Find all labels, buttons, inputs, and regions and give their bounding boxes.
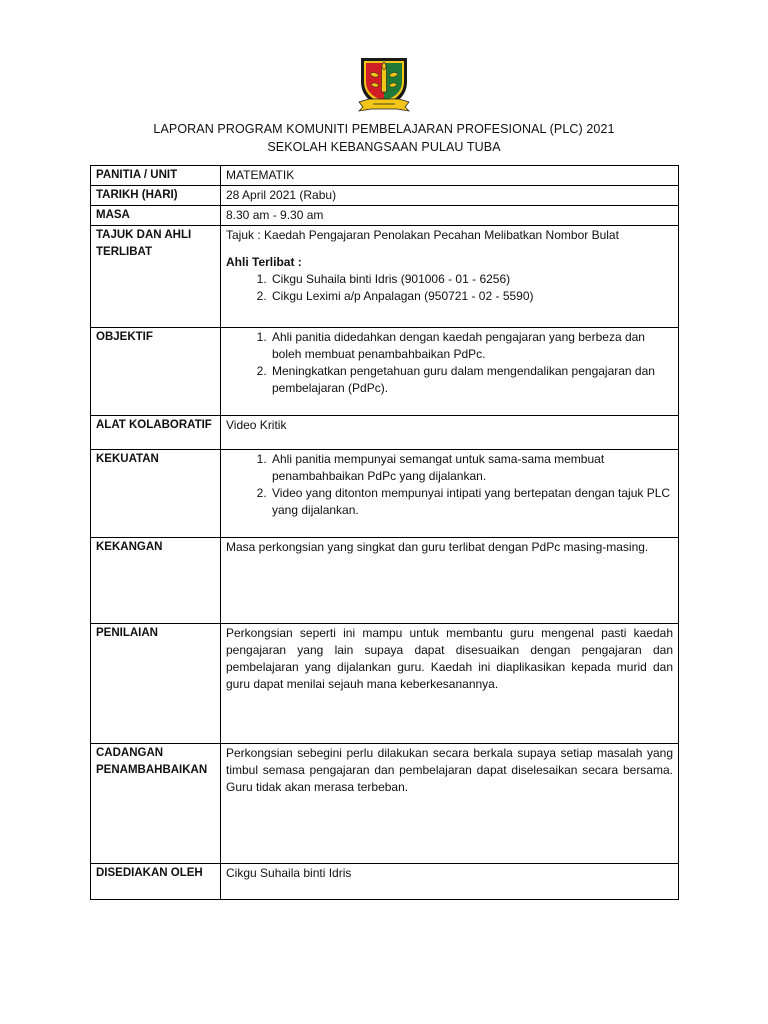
row-kekangan <box>91 538 679 624</box>
list-item: 1. Ahli panitia didedahkan dengan kaedah pengajaran yang berbeza dan boleh membuat penambahbaikan PdPc. <box>270 329 673 363</box>
label-cadangan: CADANGAN PENAMBAHBAIKAN <box>91 744 221 864</box>
label-objektif: OBJEKTIF <box>91 328 221 416</box>
label-panitia: PANITIA / UNIT <box>91 166 221 186</box>
row-disediakan <box>91 864 679 900</box>
list-item: 2. Cikgu Leximi a/p Anpalagan (950721 - 02 - 5590) <box>270 288 673 305</box>
value-kekuatan <box>221 450 679 538</box>
row-objektif <box>91 328 679 416</box>
label-alat: ALAT KOLABORATIF <box>91 416 221 450</box>
topic-text: Tajuk : Kaedah Pengajaran Penolakan Pecahan Melibatkan Nombor Bulat <box>226 228 619 242</box>
row-panitia <box>91 166 679 186</box>
row-tarikh <box>91 186 679 206</box>
row-tajuk <box>91 226 679 328</box>
value-objektif <box>221 328 679 416</box>
value-tajuk <box>221 226 679 328</box>
list-item: 2. Video yang ditonton mempunyai intipati yang bertepatan dengan tajuk PLC yang dijalankan. <box>270 485 673 519</box>
list-item: 2. Meningkatkan pengetahuan guru dalam mengendalikan pengajaran dan pembelajaran (PdPc). <box>270 363 673 397</box>
row-cadangan <box>91 744 679 864</box>
row-penilaian <box>91 624 679 744</box>
members-heading: Ahli Terlibat : <box>226 255 302 269</box>
value-cadangan: Perkongsian sebegini perlu dilakukan secara berkala supaya setiap masalah yang timbul semasa pengajaran dan pembelajaran dapat diselesaikan secara bersama. Guru tidak akan merasa terbeban. <box>221 744 679 864</box>
value-alat: Video Kritik <box>221 416 679 450</box>
row-alat <box>91 416 679 450</box>
value-panitia: MATEMATIK <box>221 166 679 186</box>
label-kekangan: KEKANGAN <box>91 538 221 624</box>
list-item: 1. Ahli panitia mempunyai semangat untuk sama-sama membuat penambahbaikan PdPc yang dijalankan. <box>270 451 673 485</box>
school-crest-logo <box>357 54 411 112</box>
list-item: 1. Cikgu Suhaila binti Idris (901006 - 01 - 6256) <box>270 271 673 288</box>
label-disediakan: DISEDIAKAN OLEH <box>91 864 221 900</box>
label-masa: MASA <box>91 206 221 226</box>
value-disediakan: Cikgu Suhaila binti Idris <box>221 864 679 900</box>
value-penilaian: Perkongsian seperti ini mampu untuk membantu guru mengenal pasti kaedah pengajaran yang lain supaya dapat disesuaikan dengan pengajaran dan pembelajaran yang dijalankan guru. Kaedah ini diaplikasikan kepada murid dan guru dapat menilai sejauh mana keberkesanannya. <box>221 624 679 744</box>
label-kekuatan: KEKUATAN <box>91 450 221 538</box>
kekuatan-list <box>226 451 673 519</box>
value-tarikh: 28 April 2021 (Rabu) <box>221 186 679 206</box>
report-table <box>90 165 679 900</box>
row-kekuatan <box>91 450 679 538</box>
school-name: SEKOLAH KEBANGSAAN PULAU TUBA <box>267 140 501 154</box>
value-masa: 8.30 am - 9.30 am <box>221 206 679 226</box>
report-title: LAPORAN PROGRAM KOMUNITI PEMBELAJARAN PROFESIONAL (PLC) 2021 <box>153 122 615 136</box>
value-kekangan: Masa perkongsian yang singkat dan guru terlibat dengan PdPc masing-masing. <box>221 538 679 624</box>
label-tarikh: TARIKH (HARI) <box>91 186 221 206</box>
label-tajuk: TAJUK DAN AHLI TERLIBAT <box>91 226 221 328</box>
members-list <box>226 271 673 305</box>
objektif-list <box>226 329 673 397</box>
row-masa <box>91 206 679 226</box>
label-penilaian: PENILAIAN <box>91 624 221 744</box>
